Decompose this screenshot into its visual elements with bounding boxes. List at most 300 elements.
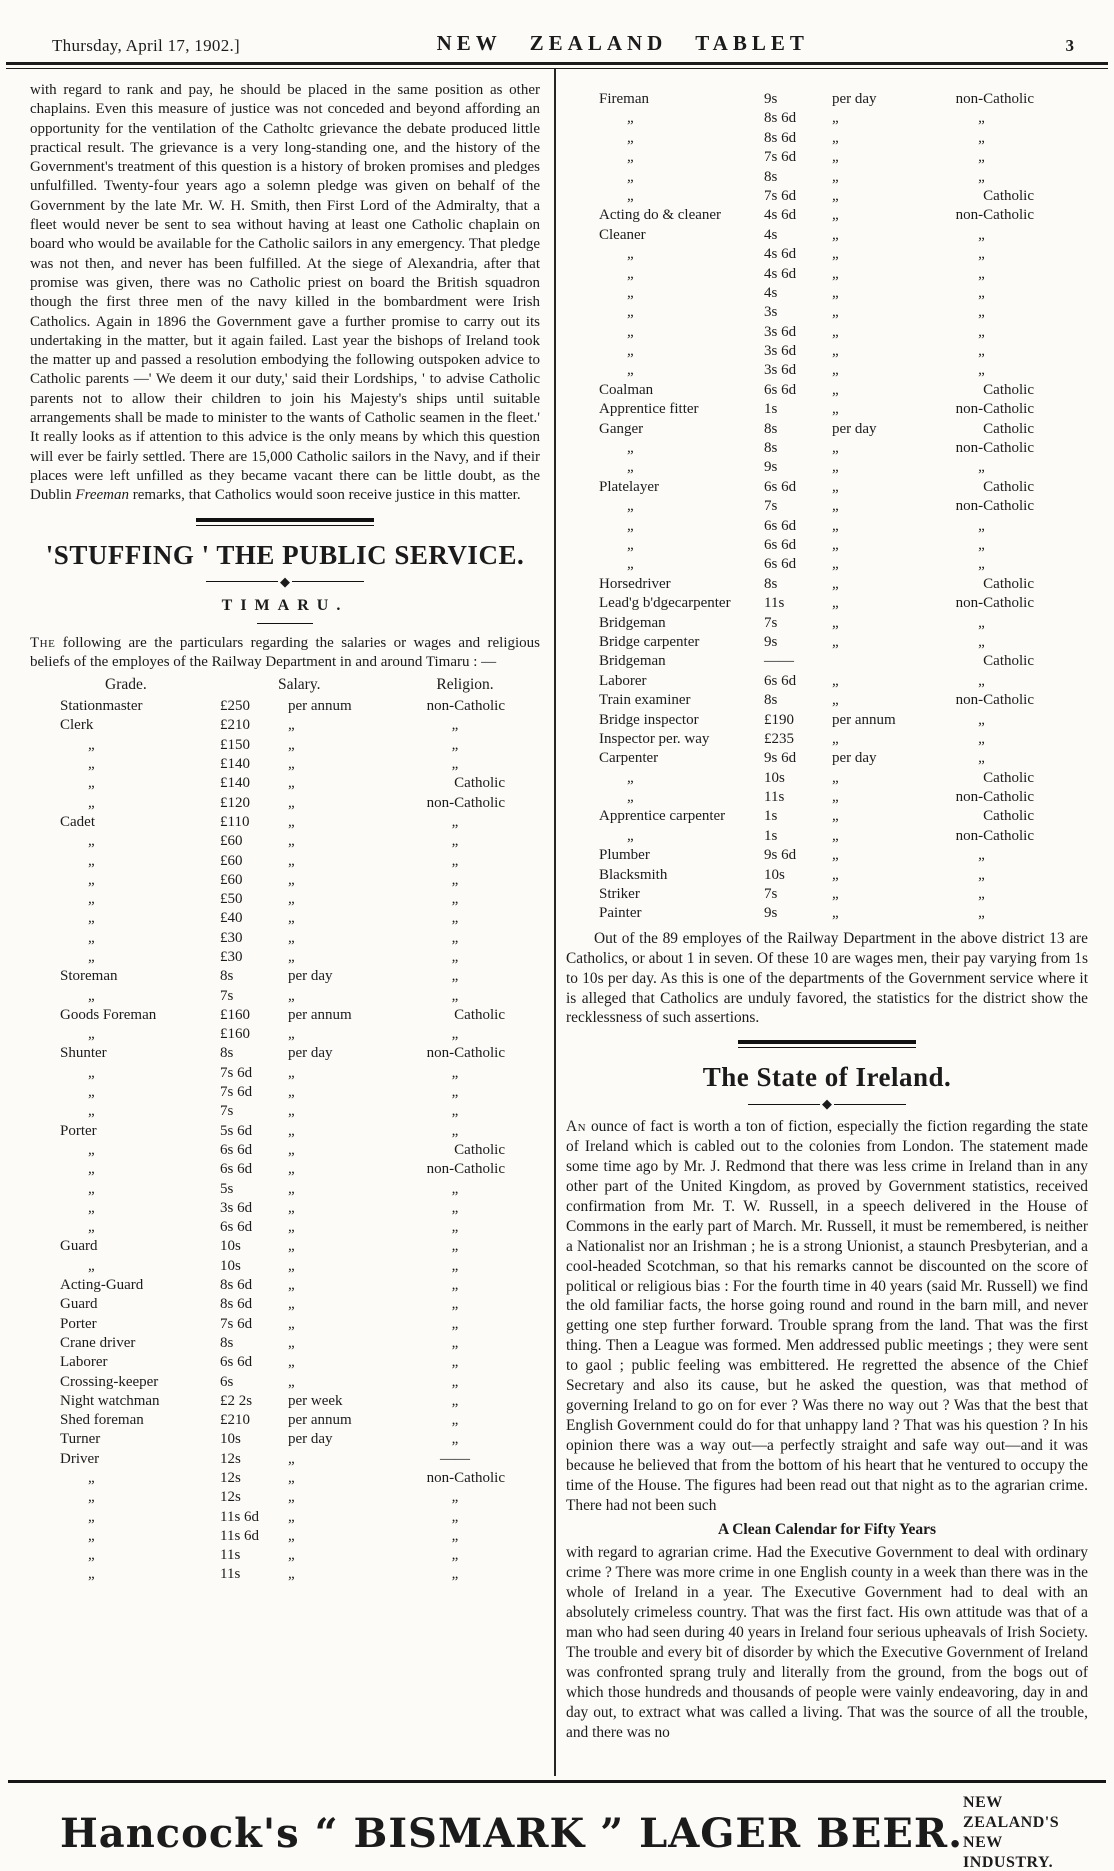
grade-cell: Driver xyxy=(60,1450,100,1467)
timaru-subheading: TIMARU. xyxy=(221,596,349,614)
salary-cell xyxy=(764,731,929,748)
salary-cell xyxy=(764,246,929,263)
religion-cell: non-Catholic xyxy=(955,91,1034,107)
section-divider-2 xyxy=(738,1040,916,1048)
salary-unit: „ xyxy=(832,207,839,224)
salary-cell xyxy=(220,1354,405,1371)
table-row xyxy=(30,775,540,794)
table-row xyxy=(566,789,1088,808)
salary-amount: £30 xyxy=(220,929,243,946)
table-row xyxy=(566,382,1088,401)
religion-cell: —— xyxy=(440,1450,470,1467)
religion-cell: „ xyxy=(978,730,985,747)
salary-cell xyxy=(220,930,405,947)
left-column xyxy=(0,69,556,1776)
intro-rest: following are the particulars regarding the salaries or wages and religious beliefs of the employes of the Railway Department in and around Timaru : — xyxy=(30,634,540,670)
grade-cell: „ xyxy=(88,1527,95,1544)
religion-cell: Catholic xyxy=(983,187,1034,204)
salary-amount: £110 xyxy=(220,813,250,830)
religion-cell: „ xyxy=(978,672,985,689)
table-row xyxy=(30,949,540,968)
salary-unit: „ xyxy=(832,129,839,146)
salary-cell xyxy=(764,828,929,845)
salary-unit: „ xyxy=(288,1334,295,1351)
religion-cell: „ xyxy=(978,750,985,767)
salary-amount: 6s 6d xyxy=(220,1161,253,1178)
salary-cell xyxy=(220,1065,405,1082)
salary-unit: „ xyxy=(288,1064,295,1081)
grade-cell: Bridge inspector xyxy=(599,711,699,728)
salary-amount: 4s 6d xyxy=(764,265,797,282)
salary-cell xyxy=(764,266,929,283)
table-row xyxy=(566,770,1088,789)
salary-unit: „ xyxy=(832,789,839,806)
grade-cell: Plumber xyxy=(599,847,650,864)
salary-unit: per annum xyxy=(288,1006,352,1023)
religion-cell: „ xyxy=(978,323,985,340)
table-row xyxy=(566,227,1088,246)
grade-cell: Cleaner xyxy=(599,226,646,243)
salary-unit: „ xyxy=(832,284,839,301)
salary-unit: „ xyxy=(832,323,839,340)
religion-cell: non-Catholic xyxy=(955,401,1034,418)
religion-cell: „ xyxy=(451,1547,459,1564)
table-row xyxy=(30,1431,540,1450)
salary-cell xyxy=(764,770,929,787)
salary-amount: £120 xyxy=(220,794,250,811)
salary-cell xyxy=(764,362,929,379)
salary-unit: „ xyxy=(832,187,839,204)
salary-unit: „ xyxy=(288,736,295,753)
grade-cell: Painter xyxy=(599,905,642,922)
salary-unit: „ xyxy=(288,1508,295,1525)
salary-unit: „ xyxy=(832,886,839,903)
salary-amount: 11s xyxy=(764,789,785,806)
grade-cell: „ xyxy=(88,1470,95,1486)
religion-cell: non-Catholic xyxy=(426,794,505,811)
religion-cell: „ xyxy=(978,226,985,243)
grade-cell: „ xyxy=(88,1026,95,1043)
table-row xyxy=(566,285,1088,304)
grade-cell: Laborer xyxy=(60,1354,108,1371)
salary-amount: 1s xyxy=(764,808,778,825)
table-row xyxy=(566,692,1088,711)
table-row xyxy=(566,595,1088,614)
religion-cell: „ xyxy=(451,1238,459,1255)
grade-cell: Ganger xyxy=(599,420,644,437)
salary-unit: „ xyxy=(288,1257,295,1274)
table-row xyxy=(30,1142,540,1161)
salary-unit: „ xyxy=(832,343,839,360)
religion-cell: „ xyxy=(978,246,985,263)
salary-amount: 12s xyxy=(220,1489,241,1506)
salary-amount: 3s 6d xyxy=(220,1199,253,1216)
salary-cell xyxy=(764,479,929,496)
religion-cell: „ xyxy=(451,717,459,734)
religion-cell: „ xyxy=(451,929,459,946)
salary-cell xyxy=(764,692,929,709)
salary-cell xyxy=(764,91,929,108)
salary-unit: „ xyxy=(832,440,839,457)
salary-amount: 6s xyxy=(220,1373,234,1390)
religion-cell: Catholic xyxy=(454,1141,505,1158)
salary-amount: 8s xyxy=(220,1334,234,1351)
grade-cell: „ xyxy=(88,1547,95,1564)
salary-unit: „ xyxy=(832,556,839,573)
salary-amount: 8s xyxy=(220,1045,234,1062)
religion-cell: non-Catholic xyxy=(426,1161,505,1178)
table-row xyxy=(30,717,540,736)
grade-cell: Porter xyxy=(60,1122,97,1139)
table-row xyxy=(566,169,1088,188)
religion-cell: „ xyxy=(451,1122,459,1139)
grade-cell: Apprentice fitter xyxy=(599,401,699,418)
salary-unit: „ xyxy=(288,775,295,792)
salary-cell xyxy=(220,1509,405,1526)
salary-unit: „ xyxy=(832,304,839,321)
salary-amount: 7s xyxy=(220,1103,234,1120)
salary-unit: „ xyxy=(832,265,839,282)
salary-unit: per day xyxy=(288,1431,333,1448)
salary-amount: £210 xyxy=(220,1412,250,1429)
salary-cell xyxy=(220,1142,405,1159)
salary-cell xyxy=(764,130,929,147)
salary-cell xyxy=(764,324,929,341)
grade-cell: „ xyxy=(627,246,634,263)
salary-amount: 12s xyxy=(220,1450,241,1467)
salary-unit: „ xyxy=(288,1315,295,1332)
salary-cell xyxy=(764,285,929,302)
salary-amount: £60 xyxy=(220,871,243,888)
salary-cell xyxy=(764,634,929,651)
grade-cell: „ xyxy=(627,556,634,573)
salary-cell xyxy=(764,789,929,806)
diamond-icon: ◆ xyxy=(280,573,290,589)
religion-cell: „ xyxy=(451,1219,459,1236)
grade-cell: „ xyxy=(88,910,95,927)
table-row xyxy=(30,1045,540,1064)
salary-amount: £40 xyxy=(220,910,243,927)
religion-cell: „ xyxy=(451,1180,459,1197)
salary-amount: 3s 6d xyxy=(764,323,797,340)
grade-cell: „ xyxy=(627,517,634,534)
salary-unit: „ xyxy=(832,110,839,127)
salary-cell xyxy=(220,1547,405,1564)
salary-unit: „ xyxy=(288,813,295,830)
salary-amount: 6s 6d xyxy=(764,536,797,553)
religion-cell: „ xyxy=(451,1566,459,1583)
salary-unit: „ xyxy=(832,168,839,185)
religion-cell: „ xyxy=(451,1064,459,1081)
salary-amount: 6s 6d xyxy=(764,517,797,534)
salary-amount: —— xyxy=(764,653,794,670)
grade-cell: Shunter xyxy=(60,1045,107,1062)
grade-cell: „ xyxy=(627,323,634,340)
grade-cell: „ xyxy=(88,948,95,965)
salary-cell xyxy=(220,1470,405,1487)
salary-unit: „ xyxy=(288,910,295,927)
salary-unit: „ xyxy=(288,891,295,908)
religion-cell: Catholic xyxy=(983,808,1034,825)
table-row xyxy=(30,1335,540,1354)
religion-cell: Catholic xyxy=(983,381,1034,398)
religion-cell: non-Catholic xyxy=(955,692,1034,709)
grade-cell: „ xyxy=(88,736,95,753)
salary-unit: „ xyxy=(288,1470,295,1486)
grade-cell: Acting-Guard xyxy=(60,1277,144,1294)
religion-cell: „ xyxy=(978,536,985,553)
ireland-text-1: ounce of fact is worth a ton of fiction, especially the fiction regarding the state of Ireland which is cabled out to the colonies from London. The statement made some time ago by Mr. J. Redmond that there was less crime in Ireland than in any other part of the United Kingdom, as proved by Government statistics, received confirmation from Mr. T. W. Russell, in a speech delivered in the House of Commons in the early part of March. Mr. Russell, it must be remembered, is neither a Nationalist nor an Irishman ; he is a strong Unionist, a staunch Presbyterian, and a cool-headed Scotchman, so that his remarks cannot be discounted on the score of political or religious bias : For the fourth time in 40 years (said Mr. Russell) we find the old familiar facts, the horse going round and round in the barn mill, and never getting one step further forward. Trouble sprang from the land. That was the first thing. Then a League was formed. Men addressed public meetings ; they were sent to gaol ; public feeling was embittered. He regretted the absence of the Chief Secretary and also its cause, but he asked the question, was that method of governing Ireland to go on for ever ? Was there no way out ? Was that the best that English Government could do for that unhappy land ? That was his question ? In his opinion there was a way out—a perfectly straight and safe way out—and it was because he believed that from the bottom of his heart that he ventured to occupy the time of the House. The figures had been read out that night as to the agrarian crime. There had not been such xyxy=(566,1118,1088,1514)
grade-cell: „ xyxy=(627,168,634,185)
salary-amount: £235 xyxy=(764,730,794,747)
salary-amount: 8s 6d xyxy=(764,129,797,146)
ireland-paragraph-2: with regard to agrarian crime. Had the Executive Government to deal with ordinary crime ? There was more crime in one English county in a week than there was in the whole of Ireland in a year. The Executive Government had to deal with an absolutely crimeless country. That was the first fact. His own attitude was that of a man who had seen during 40 years in Ireland four serious upheavals of Irish Society. The trouble and every bit of disorder by which the Executive Government of Ireland was confronted sprang truly and literally from the ground, from the bogs out of which those hundreds and thousands of people were vainly endeavoring, day in and day out, to extract what was called a living. That was the source of all the trouble, and there was no xyxy=(566,1544,1088,1741)
religion-cell: Catholic xyxy=(983,420,1034,437)
table-row xyxy=(30,1566,540,1585)
grade-cell: Bridgeman xyxy=(599,653,666,670)
religion-cell: non-Catholic xyxy=(426,698,505,715)
grade-cell: „ xyxy=(88,1064,95,1081)
religion-cell: „ xyxy=(451,852,459,869)
religion-cell: „ xyxy=(451,1296,459,1313)
salary-unit: „ xyxy=(832,595,839,612)
grade-cell: „ xyxy=(88,871,95,888)
religion-cell: non-Catholic xyxy=(955,595,1034,612)
grade-cell: „ xyxy=(627,110,634,127)
grade-cell: „ xyxy=(88,1566,95,1583)
salary-amount: 7s 6d xyxy=(220,1064,253,1081)
salary-unit: „ xyxy=(288,1527,295,1544)
salary-cell xyxy=(220,910,405,927)
table-row xyxy=(30,1277,540,1296)
ad-side-line2: NEW INDUSTRY. xyxy=(963,1834,1054,1871)
salary-unit: per day xyxy=(832,750,877,767)
grade-cell: „ xyxy=(627,827,634,844)
grade-cell: Stationmaster xyxy=(60,698,143,715)
intro-lead-word: The xyxy=(30,634,56,651)
salary-amount: 12s xyxy=(220,1470,241,1486)
religion-cell: „ xyxy=(451,1527,459,1544)
grade-cell: „ xyxy=(88,1161,95,1178)
grade-cell: „ xyxy=(88,1219,95,1236)
table-row xyxy=(566,537,1088,556)
grade-cell: „ xyxy=(627,265,634,282)
table-row xyxy=(566,246,1088,265)
religion-cell: „ xyxy=(451,1257,459,1274)
table-intro-paragraph xyxy=(30,634,540,673)
salary-cell xyxy=(220,1103,405,1120)
salary-unit: „ xyxy=(832,149,839,166)
salary-cell xyxy=(764,867,929,884)
religion-cell: „ xyxy=(451,833,459,850)
salary-cell xyxy=(220,891,405,908)
grade-cell: Inspector per. way xyxy=(599,730,710,747)
table-row xyxy=(30,756,540,775)
table-row xyxy=(30,795,540,814)
chaplains-text-1: with regard to rank and pay, he should be placed in the same position as other chaplains. Even this measure of justice was not conceded and beyond affording an opportunity for the ventilation of the Catholtc grievance the debate produced little practical result. The grievance is a very long-standing one, and the history of the Government's treatment of this question is a history of broken promises and pledges unfulfilled. Twenty-four years ago a solemn pledge was given on behalf of the Government by the late Mr. W. H. Smith, then First Lord of the Admiralty, that a fleet would never be sent to sea without having at least one Catholic chaplain on board who would be available for the Catholic sailors in any emergency. That pledge was not then, and never has been fulfilled. At the siege of Alexandria, after that promise was given, there was no Catholic priest on board the British squadron though the first three men of the navy killed in the bombardment were Irish Catholics. Again in 1896 the Government gave a further promise to carry out its undertaking in the matter, but it again failed. Last year the bishops of Ireland took the matter up and passed a resolution embodying the following outspoken advice to Catholic parents —' We deem it our duty,' said their Lordships, ' to advise Catholic parents not to allow their children to join his Majesty's ships until suitable arrangements shall be made to minister to the wants of Catholic seamen in the fleet.' It really looks as if attention to this advice is the only means by which this question will ever be fairly settled. There are 15,000 Catholic sailors in the Navy, and if their places were left unfilled as they became vacant there can be little doubt, as the Dublin xyxy=(30,82,540,504)
salary-unit: „ xyxy=(288,987,295,1004)
salary-amount: 10s xyxy=(220,1431,241,1448)
grade-cell: „ xyxy=(627,149,634,166)
diamond-divider xyxy=(30,573,540,589)
salary-unit: per annum xyxy=(288,698,352,715)
grade-cell: „ xyxy=(88,929,95,946)
salary-cell xyxy=(764,518,929,535)
salary-unit: „ xyxy=(288,1122,295,1139)
salary-cell xyxy=(220,1431,405,1448)
salary-table-left-rows xyxy=(30,698,540,1586)
religion-cell: „ xyxy=(978,284,985,301)
table-row xyxy=(30,988,540,1007)
salary-cell xyxy=(764,615,929,632)
salary-unit: „ xyxy=(288,1354,295,1371)
religion-cell: „ xyxy=(451,1412,459,1429)
ad-side-text xyxy=(963,1793,1070,1871)
religion-cell: „ xyxy=(978,110,985,127)
grade-cell: „ xyxy=(88,756,95,773)
religion-cell: „ xyxy=(451,813,459,830)
table-row xyxy=(566,440,1088,459)
salary-cell xyxy=(220,1258,405,1275)
salary-cell xyxy=(220,949,405,966)
salary-cell xyxy=(220,737,405,754)
religion-cell: „ xyxy=(451,736,459,753)
salary-header: Salary. xyxy=(278,676,321,694)
salary-amount: 9s 6d xyxy=(764,847,797,864)
salary-cell xyxy=(220,1451,405,1468)
salary-unit: „ xyxy=(832,536,839,553)
religion-cell: „ xyxy=(978,129,985,146)
salary-amount: 11s xyxy=(220,1566,241,1583)
religion-cell: „ xyxy=(978,304,985,321)
religion-cell: „ xyxy=(451,1508,459,1525)
table-row xyxy=(30,833,540,852)
salary-amount: 7s 6d xyxy=(764,187,797,204)
salary-unit: „ xyxy=(288,1373,295,1390)
salary-unit: „ xyxy=(288,1489,295,1506)
religion-cell: „ xyxy=(978,343,985,360)
masthead xyxy=(0,0,1114,62)
religion-cell: „ xyxy=(978,866,985,883)
religion-cell: non-Catholic xyxy=(955,207,1034,224)
salary-amount: £60 xyxy=(220,852,243,869)
religion-cell: „ xyxy=(451,1334,459,1351)
grade-cell: „ xyxy=(88,833,95,850)
religion-cell: „ xyxy=(451,756,459,773)
ireland-lead-word: An xyxy=(566,1118,587,1136)
salary-amount: £250 xyxy=(220,698,250,715)
grade-cell: „ xyxy=(627,440,634,457)
salary-amount: 4s xyxy=(764,284,778,301)
salary-table-header xyxy=(30,676,540,698)
grade-cell: „ xyxy=(627,284,634,301)
grade-cell: „ xyxy=(88,1489,95,1506)
salary-unit: „ xyxy=(832,672,839,689)
salary-cell xyxy=(220,1335,405,1352)
salary-unit: „ xyxy=(832,692,839,709)
salary-unit: „ xyxy=(832,614,839,631)
salary-amount: 7s xyxy=(764,886,778,903)
salary-cell xyxy=(220,1219,405,1236)
salary-amount: 4s 6d xyxy=(764,246,797,263)
grade-cell: Turner xyxy=(60,1431,101,1448)
salary-amount: £190 xyxy=(764,711,794,728)
grade-cell: „ xyxy=(627,459,634,476)
salary-cell xyxy=(764,886,929,903)
salary-cell xyxy=(764,498,929,515)
salary-cell xyxy=(220,1084,405,1101)
ad-row xyxy=(0,1783,1114,1871)
table-row xyxy=(30,1065,540,1084)
table-row xyxy=(566,750,1088,769)
salary-amount: £210 xyxy=(220,717,250,734)
salary-cell xyxy=(220,795,405,812)
religion-cell: „ xyxy=(451,968,459,985)
salary-amount: £50 xyxy=(220,891,243,908)
salary-unit: „ xyxy=(832,478,839,495)
salary-unit: „ xyxy=(288,929,295,946)
grade-cell: Apprentice carpenter xyxy=(599,808,726,825)
diamond-icon: ◆ xyxy=(822,1096,832,1112)
ireland-heading: The State of Ireland. xyxy=(702,1062,952,1093)
table-row xyxy=(30,1509,540,1528)
grade-cell: Striker xyxy=(599,886,640,903)
salary-cell xyxy=(220,1238,405,1255)
religion-cell: „ xyxy=(451,891,459,908)
table-row xyxy=(566,401,1088,420)
salary-cell xyxy=(220,1374,405,1391)
salary-cell xyxy=(764,673,929,690)
salary-amount: 8s xyxy=(764,575,778,592)
grade-cell: Porter xyxy=(60,1315,97,1332)
salary-unit: „ xyxy=(288,1219,295,1236)
religion-cell: Catholic xyxy=(983,653,1034,670)
religion-cell: „ xyxy=(451,1026,459,1043)
column-container xyxy=(0,69,1114,1776)
salary-unit: „ xyxy=(288,1161,295,1178)
salary-unit: „ xyxy=(832,459,839,476)
religion-cell: „ xyxy=(978,265,985,282)
salary-cell xyxy=(764,750,929,767)
table-row xyxy=(566,808,1088,827)
salary-unit: per annum xyxy=(288,1412,352,1429)
salary-amount: 4s xyxy=(764,226,778,243)
grade-cell: Crossing-keeper xyxy=(60,1373,159,1390)
salary-unit: „ xyxy=(288,852,295,869)
salary-cell xyxy=(220,1026,405,1043)
grade-cell: „ xyxy=(627,769,634,786)
table-row xyxy=(566,421,1088,440)
salary-unit: per annum xyxy=(832,711,896,728)
salary-unit: „ xyxy=(832,730,839,747)
salary-unit: „ xyxy=(832,769,839,786)
salary-cell xyxy=(220,1412,405,1429)
salary-amount: 7s xyxy=(764,498,778,515)
religion-cell: „ xyxy=(978,556,985,573)
grade-header: Grade. xyxy=(105,676,147,694)
table-row xyxy=(30,1528,540,1547)
religion-cell: non-Catholic xyxy=(955,498,1034,515)
short-rule xyxy=(257,623,313,624)
salary-unit: „ xyxy=(832,808,839,825)
religion-cell: „ xyxy=(451,1489,459,1506)
salary-unit: „ xyxy=(288,756,295,773)
salary-unit: „ xyxy=(832,401,839,418)
salary-cell xyxy=(764,304,929,321)
religion-cell: Catholic xyxy=(983,575,1034,592)
grade-cell: Lead'g b'dgecarpenter xyxy=(599,595,731,612)
table-row xyxy=(30,1161,540,1180)
